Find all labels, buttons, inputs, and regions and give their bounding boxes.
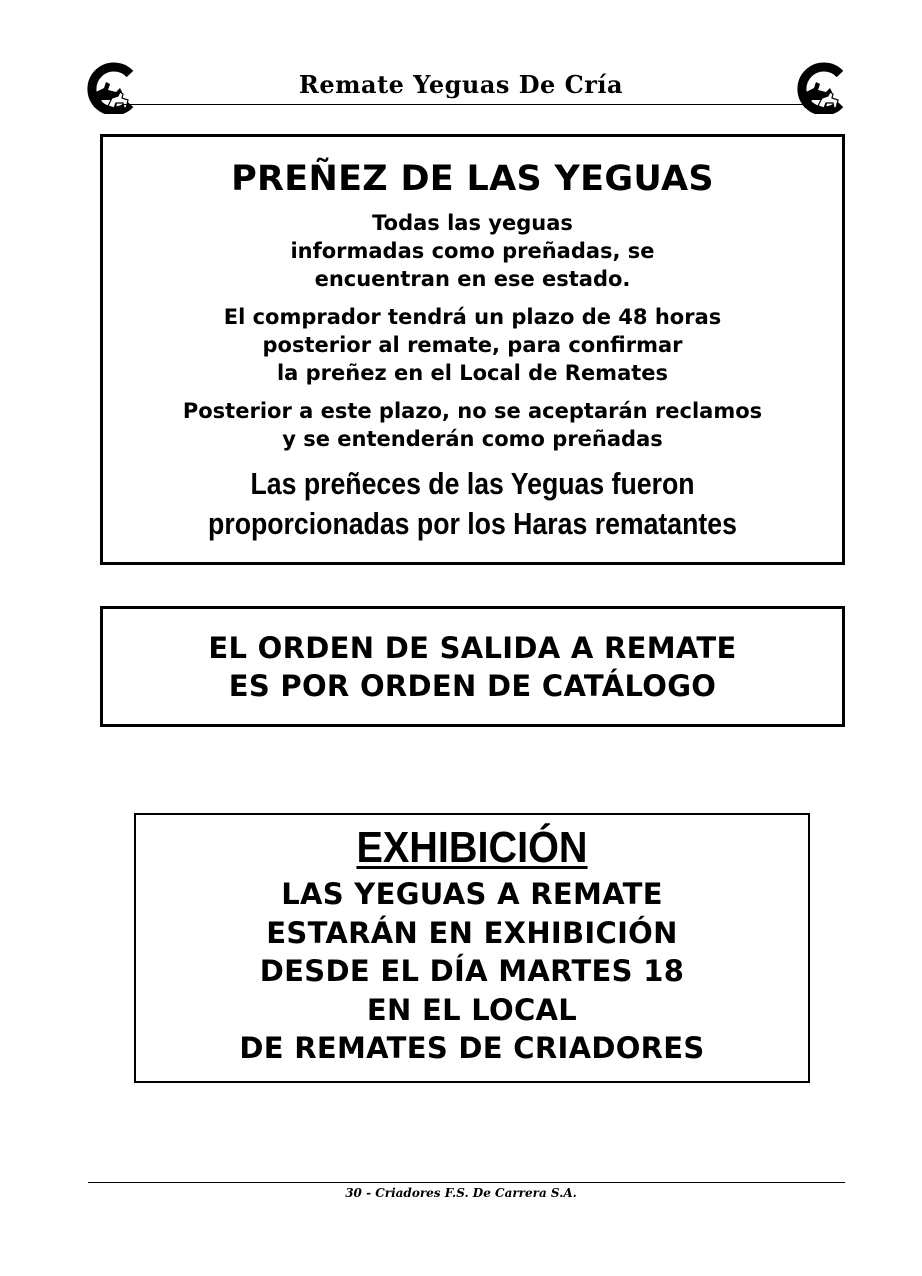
header-divider xyxy=(122,104,812,105)
footer-divider xyxy=(88,1182,845,1183)
page-header-title: Remate Yeguas De Cría xyxy=(298,70,624,99)
text-line: El comprador tendrá un plazo de 48 horas xyxy=(223,305,722,329)
auction-order-box xyxy=(100,606,845,727)
auction-order-text xyxy=(103,629,842,705)
text-line: encuentran en ese estado. xyxy=(314,267,631,291)
text-line: EL ORDEN DE SALIDA A REMATE xyxy=(208,631,737,665)
confirmation-period-statement xyxy=(103,303,842,387)
text-line: Las preñeces de las Yeguas fueron xyxy=(250,466,695,501)
text-line: la preñez en el Local de Remates xyxy=(276,361,669,385)
text-line: informadas como preñadas, se xyxy=(290,239,655,263)
text-line: Todas las yeguas xyxy=(372,211,573,235)
text-line: posterior al remate, para confirmar xyxy=(262,333,683,357)
text-line: LAS YEGUAS A REMATE xyxy=(281,877,663,911)
text-line: ES POR ORDEN DE CATÁLOGO xyxy=(228,669,717,703)
text-line: DE REMATES DE CRIADORES xyxy=(239,1031,705,1065)
claims-statement xyxy=(103,397,842,453)
pregnancy-notice-title: PREÑEZ DE LAS YEGUAS xyxy=(231,159,714,199)
source-statement xyxy=(155,464,791,544)
text-line: Posterior a este plazo, no se aceptarán reclamos xyxy=(182,399,763,423)
exhibition-box xyxy=(134,813,810,1083)
page-footer: 30 - Criadores F.S. De Carrera S.A. xyxy=(345,1186,577,1200)
text-line: y se entenderán como preñadas xyxy=(282,427,663,451)
pregnancy-statement xyxy=(103,209,842,293)
exhibition-title: EXHIBICIÓN xyxy=(356,823,588,872)
exhibition-text xyxy=(136,875,808,1068)
text-line: ESTARÁN EN EXHIBICIÓN xyxy=(266,915,678,950)
pregnancy-notice-box xyxy=(100,134,845,565)
text-line: EN EL LOCAL xyxy=(366,992,578,1027)
text-line: DESDE EL DÍA MARTES 18 xyxy=(259,954,685,988)
text-line: proporcionadas por los Haras rematantes xyxy=(208,506,737,541)
